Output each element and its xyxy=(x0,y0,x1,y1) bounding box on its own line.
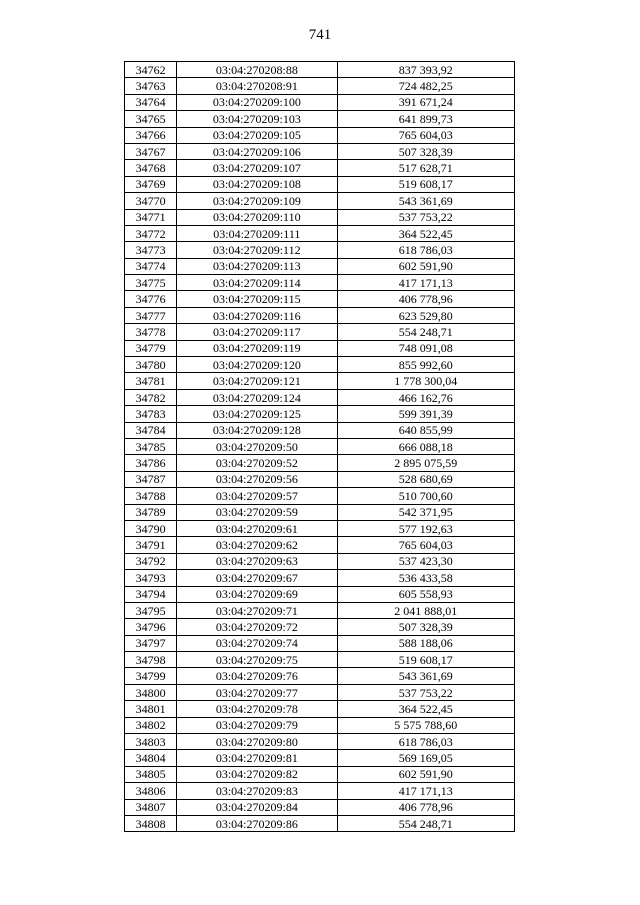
amount-cell: 537 753,22 xyxy=(337,684,514,700)
cadastral-number-cell: 03:04:270209:116 xyxy=(177,307,337,323)
cadastral-number-cell: 03:04:270209:119 xyxy=(177,340,337,356)
row-number-cell: 34785 xyxy=(125,438,177,454)
table-row xyxy=(125,176,515,192)
amount-cell: 406 778,96 xyxy=(337,799,514,815)
amount-cell: 519 608,17 xyxy=(337,176,514,192)
cadastral-number-cell: 03:04:270209:115 xyxy=(177,291,337,307)
table-row xyxy=(125,307,515,323)
table-row xyxy=(125,668,515,684)
amount-cell: 554 248,71 xyxy=(337,815,514,831)
amount-cell: 599 391,39 xyxy=(337,406,514,422)
table-row xyxy=(125,357,515,373)
amount-cell: 605 558,93 xyxy=(337,586,514,602)
data-table xyxy=(124,61,515,832)
table-row xyxy=(125,717,515,733)
row-number-cell: 34768 xyxy=(125,160,177,176)
cadastral-number-cell: 03:04:270209:113 xyxy=(177,258,337,274)
row-number-cell: 34763 xyxy=(125,78,177,94)
row-number-cell: 34788 xyxy=(125,488,177,504)
table-row xyxy=(125,438,515,454)
cadastral-number-cell: 03:04:270209:74 xyxy=(177,635,337,651)
row-number-cell: 34792 xyxy=(125,553,177,569)
amount-cell: 765 604,03 xyxy=(337,537,514,553)
amount-cell: 507 328,39 xyxy=(337,143,514,159)
table-row xyxy=(125,488,515,504)
amount-cell: 554 248,71 xyxy=(337,324,514,340)
table-row xyxy=(125,324,515,340)
amount-cell: 2 041 888,01 xyxy=(337,602,514,618)
table-row xyxy=(125,455,515,471)
row-number-cell: 34774 xyxy=(125,258,177,274)
table-row xyxy=(125,406,515,422)
table-row xyxy=(125,94,515,110)
row-number-cell: 34769 xyxy=(125,176,177,192)
cadastral-number-cell: 03:04:270209:62 xyxy=(177,537,337,553)
row-number-cell: 34771 xyxy=(125,209,177,225)
cadastral-number-cell: 03:04:270209:77 xyxy=(177,684,337,700)
table-row xyxy=(125,225,515,241)
cadastral-number-cell: 03:04:270209:83 xyxy=(177,783,337,799)
table-row xyxy=(125,275,515,291)
amount-cell: 588 188,06 xyxy=(337,635,514,651)
amount-cell: 5 575 788,60 xyxy=(337,717,514,733)
row-number-cell: 34773 xyxy=(125,242,177,258)
table-row xyxy=(125,734,515,750)
table-row xyxy=(125,766,515,782)
cadastral-number-cell: 03:04:270209:50 xyxy=(177,438,337,454)
row-number-cell: 34786 xyxy=(125,455,177,471)
amount-cell: 364 522,45 xyxy=(337,701,514,717)
amount-cell: 765 604,03 xyxy=(337,127,514,143)
cadastral-number-cell: 03:04:270209:128 xyxy=(177,422,337,438)
row-number-cell: 34807 xyxy=(125,799,177,815)
cadastral-number-cell: 03:04:270208:88 xyxy=(177,62,337,78)
table-row xyxy=(125,291,515,307)
row-number-cell: 34777 xyxy=(125,307,177,323)
cadastral-number-cell: 03:04:270209:59 xyxy=(177,504,337,520)
row-number-cell: 34800 xyxy=(125,684,177,700)
row-number-cell: 34805 xyxy=(125,766,177,782)
row-number-cell: 34801 xyxy=(125,701,177,717)
table-row xyxy=(125,242,515,258)
cadastral-number-cell: 03:04:270209:108 xyxy=(177,176,337,192)
cadastral-number-cell: 03:04:270209:63 xyxy=(177,553,337,569)
row-number-cell: 34772 xyxy=(125,225,177,241)
amount-cell: 748 091,08 xyxy=(337,340,514,356)
table-row xyxy=(125,143,515,159)
amount-cell: 537 753,22 xyxy=(337,209,514,225)
amount-cell: 537 423,30 xyxy=(337,553,514,569)
table-row xyxy=(125,373,515,389)
row-number-cell: 34762 xyxy=(125,62,177,78)
row-number-cell: 34802 xyxy=(125,717,177,733)
row-number-cell: 34808 xyxy=(125,815,177,831)
row-number-cell: 34770 xyxy=(125,193,177,209)
row-number-cell: 34803 xyxy=(125,734,177,750)
table-row xyxy=(125,520,515,536)
row-number-cell: 34794 xyxy=(125,586,177,602)
cadastral-number-cell: 03:04:270209:109 xyxy=(177,193,337,209)
amount-cell: 602 591,90 xyxy=(337,766,514,782)
amount-cell: 466 162,76 xyxy=(337,389,514,405)
table-row xyxy=(125,62,515,78)
cadastral-number-cell: 03:04:270209:69 xyxy=(177,586,337,602)
row-number-cell: 34796 xyxy=(125,619,177,635)
table-row xyxy=(125,570,515,586)
table-row xyxy=(125,701,515,717)
table-row xyxy=(125,258,515,274)
cadastral-number-cell: 03:04:270209:57 xyxy=(177,488,337,504)
cadastral-number-cell: 03:04:270209:80 xyxy=(177,734,337,750)
amount-cell: 364 522,45 xyxy=(337,225,514,241)
cadastral-number-cell: 03:04:270209:82 xyxy=(177,766,337,782)
table-row xyxy=(125,78,515,94)
amount-cell: 837 393,92 xyxy=(337,62,514,78)
table-row xyxy=(125,586,515,602)
amount-cell: 542 371,95 xyxy=(337,504,514,520)
cadastral-number-cell: 03:04:270209:103 xyxy=(177,111,337,127)
row-number-cell: 34776 xyxy=(125,291,177,307)
cadastral-number-cell: 03:04:270209:105 xyxy=(177,127,337,143)
amount-cell: 623 529,80 xyxy=(337,307,514,323)
row-number-cell: 34783 xyxy=(125,406,177,422)
row-number-cell: 34797 xyxy=(125,635,177,651)
row-number-cell: 34766 xyxy=(125,127,177,143)
cadastral-number-cell: 03:04:270209:125 xyxy=(177,406,337,422)
table-row xyxy=(125,537,515,553)
amount-cell: 640 855,99 xyxy=(337,422,514,438)
amount-cell: 569 169,05 xyxy=(337,750,514,766)
table-row xyxy=(125,684,515,700)
cadastral-number-cell: 03:04:270209:121 xyxy=(177,373,337,389)
cadastral-number-cell: 03:04:270209:81 xyxy=(177,750,337,766)
amount-cell: 528 680,69 xyxy=(337,471,514,487)
cadastral-number-cell: 03:04:270209:52 xyxy=(177,455,337,471)
cadastral-number-cell: 03:04:270209:56 xyxy=(177,471,337,487)
cadastral-number-cell: 03:04:270209:117 xyxy=(177,324,337,340)
table-row xyxy=(125,553,515,569)
cadastral-number-cell: 03:04:270209:61 xyxy=(177,520,337,536)
cadastral-number-cell: 03:04:270209:78 xyxy=(177,701,337,717)
cadastral-number-cell: 03:04:270209:106 xyxy=(177,143,337,159)
table-row xyxy=(125,619,515,635)
amount-cell: 602 591,90 xyxy=(337,258,514,274)
table-row xyxy=(125,193,515,209)
amount-cell: 536 433,58 xyxy=(337,570,514,586)
table-row xyxy=(125,389,515,405)
row-number-cell: 34784 xyxy=(125,422,177,438)
row-number-cell: 34780 xyxy=(125,357,177,373)
row-number-cell: 34787 xyxy=(125,471,177,487)
table-row xyxy=(125,209,515,225)
amount-cell: 855 992,60 xyxy=(337,357,514,373)
cadastral-number-cell: 03:04:270209:84 xyxy=(177,799,337,815)
amount-cell: 391 671,24 xyxy=(337,94,514,110)
amount-cell: 519 608,17 xyxy=(337,652,514,668)
amount-cell: 2 895 075,59 xyxy=(337,455,514,471)
cadastral-number-cell: 03:04:270209:114 xyxy=(177,275,337,291)
cadastral-number-cell: 03:04:270209:79 xyxy=(177,717,337,733)
row-number-cell: 34767 xyxy=(125,143,177,159)
table-body xyxy=(125,62,515,832)
amount-cell: 641 899,73 xyxy=(337,111,514,127)
amount-cell: 517 628,71 xyxy=(337,160,514,176)
cadastral-number-cell: 03:04:270209:72 xyxy=(177,619,337,635)
amount-cell: 543 361,69 xyxy=(337,193,514,209)
row-number-cell: 34790 xyxy=(125,520,177,536)
cadastral-number-cell: 03:04:270209:76 xyxy=(177,668,337,684)
amount-cell: 666 088,18 xyxy=(337,438,514,454)
amount-cell: 618 786,03 xyxy=(337,734,514,750)
cadastral-number-cell: 03:04:270209:112 xyxy=(177,242,337,258)
table-row xyxy=(125,471,515,487)
cadastral-number-cell: 03:04:270209:86 xyxy=(177,815,337,831)
row-number-cell: 34782 xyxy=(125,389,177,405)
page-number: 741 xyxy=(308,27,332,43)
cadastral-number-cell: 03:04:270209:75 xyxy=(177,652,337,668)
amount-cell: 406 778,96 xyxy=(337,291,514,307)
amount-cell: 543 361,69 xyxy=(337,668,514,684)
cadastral-number-cell: 03:04:270209:107 xyxy=(177,160,337,176)
row-number-cell: 34795 xyxy=(125,602,177,618)
table-row xyxy=(125,750,515,766)
row-number-cell: 34806 xyxy=(125,783,177,799)
row-number-cell: 34764 xyxy=(125,94,177,110)
amount-cell: 618 786,03 xyxy=(337,242,514,258)
row-number-cell: 34778 xyxy=(125,324,177,340)
amount-cell: 417 171,13 xyxy=(337,783,514,799)
table-row xyxy=(125,340,515,356)
table-row xyxy=(125,602,515,618)
row-number-cell: 34804 xyxy=(125,750,177,766)
row-number-cell: 34799 xyxy=(125,668,177,684)
table-row xyxy=(125,504,515,520)
table-row xyxy=(125,635,515,651)
cadastral-number-cell: 03:04:270209:111 xyxy=(177,225,337,241)
amount-cell: 417 171,13 xyxy=(337,275,514,291)
table-row xyxy=(125,127,515,143)
row-number-cell: 34798 xyxy=(125,652,177,668)
row-number-cell: 34781 xyxy=(125,373,177,389)
table-row xyxy=(125,111,515,127)
amount-cell: 507 328,39 xyxy=(337,619,514,635)
row-number-cell: 34775 xyxy=(125,275,177,291)
table-row xyxy=(125,783,515,799)
amount-cell: 577 192,63 xyxy=(337,520,514,536)
cadastral-number-cell: 03:04:270209:124 xyxy=(177,389,337,405)
amount-cell: 724 482,25 xyxy=(337,78,514,94)
cadastral-number-cell: 03:04:270208:91 xyxy=(177,78,337,94)
cadastral-number-cell: 03:04:270209:120 xyxy=(177,357,337,373)
table-row xyxy=(125,160,515,176)
amount-cell: 510 700,60 xyxy=(337,488,514,504)
row-number-cell: 34779 xyxy=(125,340,177,356)
row-number-cell: 34765 xyxy=(125,111,177,127)
row-number-cell: 34793 xyxy=(125,570,177,586)
row-number-cell: 34791 xyxy=(125,537,177,553)
table-row xyxy=(125,422,515,438)
cadastral-number-cell: 03:04:270209:67 xyxy=(177,570,337,586)
cadastral-number-cell: 03:04:270209:110 xyxy=(177,209,337,225)
table-row xyxy=(125,652,515,668)
row-number-cell: 34789 xyxy=(125,504,177,520)
cadastral-number-cell: 03:04:270209:71 xyxy=(177,602,337,618)
amount-cell: 1 778 300,04 xyxy=(337,373,514,389)
table-row xyxy=(125,799,515,815)
cadastral-number-cell: 03:04:270209:100 xyxy=(177,94,337,110)
table-row xyxy=(125,815,515,831)
